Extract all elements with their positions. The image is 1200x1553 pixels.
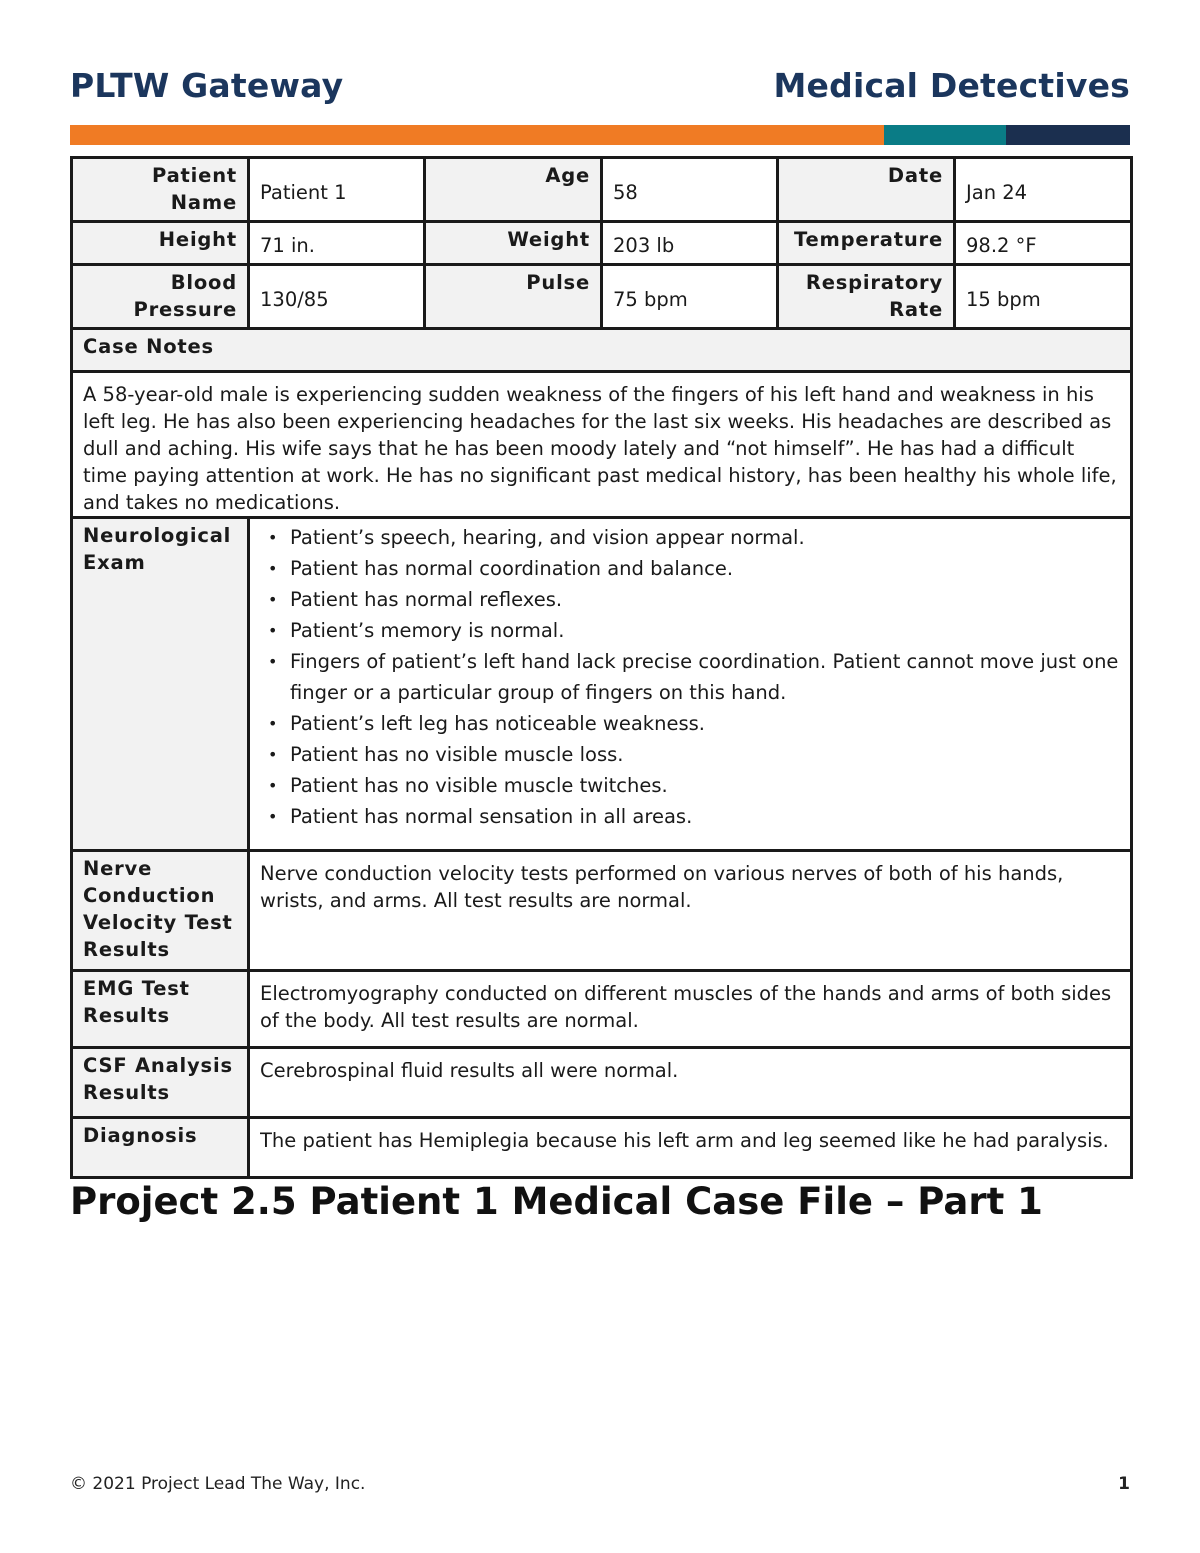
list-item: • Fingers of patient’s left hand lack precise coordination. Patient cannot move just one finger or a particular group of fingers on this hand. <box>290 646 1120 708</box>
csf-row <box>72 1048 1132 1118</box>
height-value: 71 in. <box>249 222 425 265</box>
temperature-label: Temperature <box>778 222 955 265</box>
case-notes-row <box>72 372 1132 518</box>
date-value: Jan 24 <box>955 158 1132 222</box>
vitals-row-1 <box>72 158 1132 222</box>
weight-value: 203 lb <box>602 222 778 265</box>
list-item: • Patient has no visible muscle twitches. <box>290 770 1120 801</box>
neuro-exam-row <box>72 518 1132 851</box>
ncv-text: Nerve conduction velocity tests performed on various nerves of both of his hands, wrists, and arms. All test results are normal. <box>249 851 1132 971</box>
emg-row <box>72 971 1132 1048</box>
list-item: • Patient has normal sensation in all areas. <box>290 801 1120 832</box>
patient-name-label: Patient Name <box>72 158 249 222</box>
diagnosis-row <box>72 1118 1132 1178</box>
neuro-exam-list <box>260 522 1120 832</box>
list-item: • Patient’s memory is normal. <box>290 615 1120 646</box>
case-notes-label: Case Notes <box>72 329 1132 372</box>
stripe-navy <box>1006 125 1130 145</box>
age-label: Age <box>425 158 602 222</box>
temperature-value: 98.2 °F <box>955 222 1132 265</box>
brand-title: PLTW Gateway <box>70 65 344 105</box>
blood-pressure-value: 130/85 <box>249 265 425 329</box>
ncv-row <box>72 851 1132 971</box>
case-notes-text: A 58-year-old male is experiencing sudden weakness of the fingers of his left hand and weakness in his left leg. He has also been experiencing headaches for the last six weeks. His headaches are described as dull and aching. His wife says that he has been moody lately and “not himself”. He has had a difficult time paying attention at work. He has no significant past medical history, has been healthy his whole life, and takes no medications. <box>72 372 1132 518</box>
list-item: • Patient’s speech, hearing, and vision appear normal. <box>290 522 1120 553</box>
pulse-value: 75 bpm <box>602 265 778 329</box>
date-label: Date <box>778 158 955 222</box>
vitals-row-2 <box>72 222 1132 265</box>
list-item: • Patient has no visible muscle loss. <box>290 739 1120 770</box>
blood-pressure-label: Blood Pressure <box>72 265 249 329</box>
copyright-text: © 2021 Project Lead The Way, Inc. <box>70 1474 366 1494</box>
vitals-row-3 <box>72 265 1132 329</box>
list-item: • Patient has normal coordination and balance. <box>290 553 1120 584</box>
pulse-label: Pulse <box>425 265 602 329</box>
stripe-orange <box>70 125 884 145</box>
respiratory-rate-label: Respiratory Rate <box>778 265 955 329</box>
respiratory-rate-value: 15 bpm <box>955 265 1132 329</box>
patient-name-value: Patient 1 <box>249 158 425 222</box>
project-title: Project 2.5 Patient 1 Medical Case File – Part 1 <box>70 1180 1043 1223</box>
height-label: Height <box>72 222 249 265</box>
emg-label: EMG Test Results <box>72 971 249 1048</box>
diagnosis-text: The patient has Hemiplegia because his left arm and leg seemed like he had paralysis. <box>260 1129 1109 1152</box>
age-value: 58 <box>602 158 778 222</box>
case-file-table <box>70 156 1133 1179</box>
header-color-stripe <box>70 125 1130 145</box>
page-header <box>70 60 1130 110</box>
case-notes-header-row <box>72 329 1132 372</box>
neuro-exam-cell <box>249 518 1132 851</box>
csf-text: Cerebrospinal fluid results all were normal. <box>249 1048 1132 1118</box>
weight-label: Weight <box>425 222 602 265</box>
course-title: Medical Detectives <box>773 65 1130 105</box>
emg-text: Electromyography conducted on different muscles of the hands and arms of both sides of the body. All test results are normal. <box>249 971 1132 1048</box>
ncv-label: Nerve Conduction Velocity Test Results <box>72 851 249 971</box>
list-item: • Patient has normal reflexes. <box>290 584 1120 615</box>
diagnosis-cell <box>249 1118 1132 1178</box>
stripe-teal <box>884 125 1006 145</box>
page-number: 1 <box>1118 1474 1130 1494</box>
csf-label: CSF Analysis Results <box>72 1048 249 1118</box>
list-item: • Patient’s left leg has noticeable weakness. <box>290 708 1120 739</box>
page-footer <box>70 1474 1130 1494</box>
diagnosis-label: Diagnosis <box>72 1118 249 1178</box>
neuro-exam-label: Neurological Exam <box>72 518 249 851</box>
